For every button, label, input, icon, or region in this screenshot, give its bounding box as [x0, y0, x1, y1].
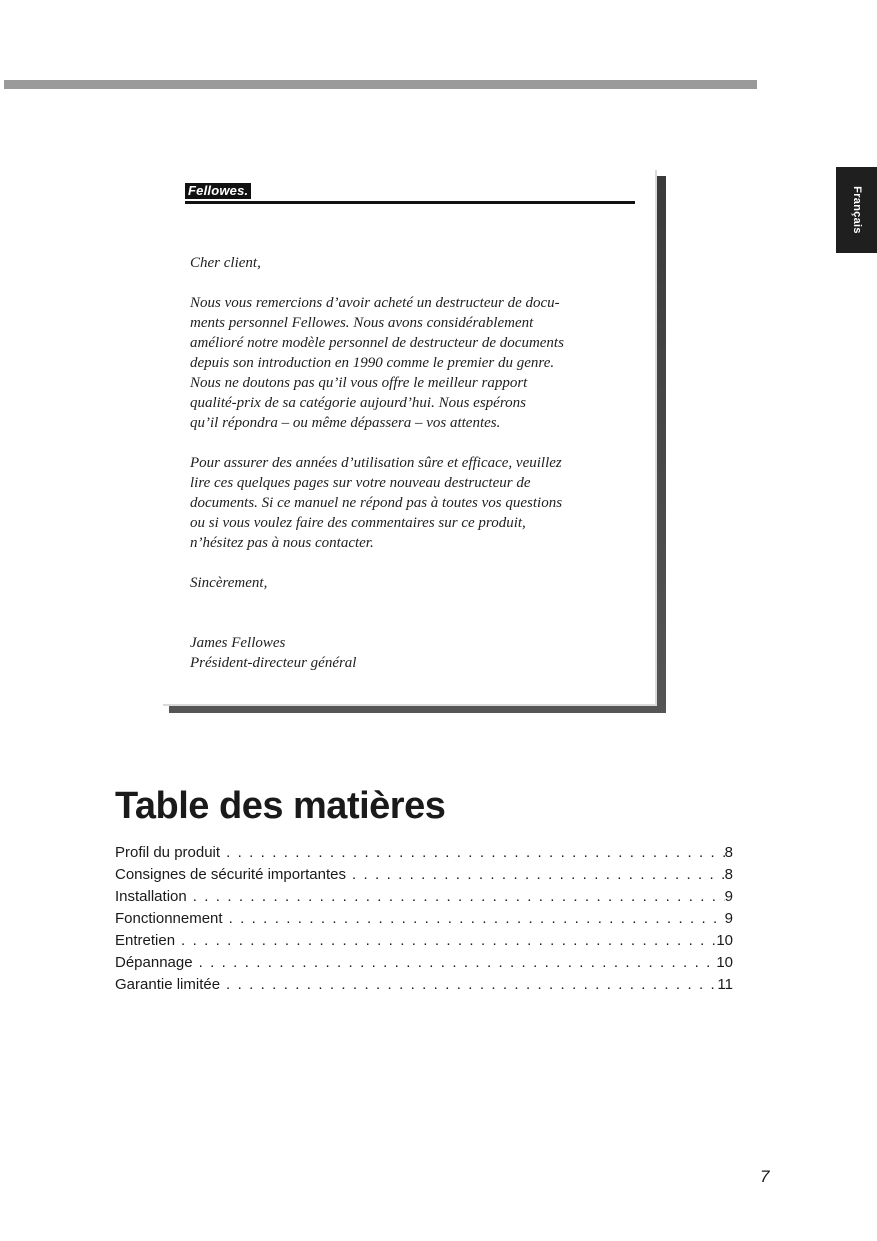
- toc-entry-page: 8: [724, 844, 733, 861]
- letter-closing: Sincèrement,: [190, 575, 268, 591]
- toc-entry-label: Consignes de sécurité importantes: [115, 866, 346, 883]
- toc-entry-page: 10: [716, 954, 733, 971]
- language-tab-label: Français: [850, 186, 863, 234]
- toc-entry-label: Installation: [115, 888, 187, 905]
- toc-leader-dots: [181, 930, 716, 952]
- toc-entry[interactable]: [115, 842, 733, 864]
- toc-entry[interactable]: [115, 886, 733, 908]
- toc-entry[interactable]: [115, 864, 733, 886]
- toc-leader-dots: [352, 864, 725, 886]
- letter-line: Nous ne doutons pas qu’il vous offre le meilleur rapport: [190, 375, 528, 391]
- welcome-letter: [163, 170, 657, 706]
- table-of-contents: [115, 842, 733, 996]
- letter-line: amélioré notre modèle personnel de destructeur de documents: [190, 335, 564, 351]
- toc-entry-page: 9: [724, 888, 733, 905]
- letter-line: Pour assurer des années d’utilisation sûre et efficace, veuillez: [190, 455, 562, 471]
- toc-entry-page: 8: [724, 866, 733, 883]
- header-rule: [4, 80, 757, 89]
- page-number: 7: [760, 1167, 770, 1186]
- toc-entry-label: Profil du produit: [115, 844, 221, 861]
- toc-entry-label: Fonctionnement: [115, 910, 223, 927]
- letter-line: n’hésitez pas à nous contacter.: [190, 535, 374, 551]
- toc-entry-label: Dépannage: [115, 954, 193, 971]
- letter-line: lire ces quelques pages sur votre nouveau destructeur de: [190, 475, 531, 491]
- toc-leader-dots: [199, 952, 717, 974]
- letter-line: ou si vous voulez faire des commentaires sur ce produit,: [190, 515, 526, 531]
- toc-leader-dots: [226, 842, 725, 864]
- fellowes-logo: Fellowes.: [185, 183, 251, 199]
- letter-line: depuis son introduction en 1990 comme le premier du genre.: [190, 355, 555, 371]
- letter-body: [190, 253, 630, 673]
- toc-entry-page: 11: [717, 976, 733, 993]
- signatory-name: James Fellowes: [190, 635, 286, 651]
- toc-leader-dots: [193, 886, 725, 908]
- toc-entry-label: Entretien: [115, 932, 176, 949]
- toc-leader-dots: [229, 908, 725, 930]
- toc-entry-page: 10: [716, 932, 733, 949]
- signatory-title: Président-directeur général: [190, 655, 357, 671]
- letter-line: qualité-prix de sa catégorie aujourd’hui. Nous espérons: [190, 395, 526, 411]
- toc-entry-page: 9: [724, 910, 733, 927]
- toc-title: Table des matières: [115, 785, 446, 827]
- language-tab: [836, 167, 877, 253]
- toc-entry[interactable]: [115, 952, 733, 974]
- letter-line: documents. Si ce manuel ne répond pas à toutes vos questions: [190, 495, 563, 511]
- toc-entry[interactable]: [115, 974, 733, 996]
- letter-line: qu’il répondra – ou même dépassera – vos attentes.: [190, 415, 501, 431]
- logo-rule: [185, 201, 635, 204]
- letter-line: Nous vous remercions d’avoir acheté un destructeur de docu-: [190, 295, 560, 311]
- toc-entry-label: Garantie limitée: [115, 976, 221, 993]
- letter-salutation: Cher client,: [190, 255, 261, 271]
- letter-line: ments personnel Fellowes. Nous avons considérablement: [190, 315, 534, 331]
- toc-entry[interactable]: [115, 908, 733, 930]
- toc-leader-dots: [226, 974, 717, 996]
- toc-entry[interactable]: [115, 930, 733, 952]
